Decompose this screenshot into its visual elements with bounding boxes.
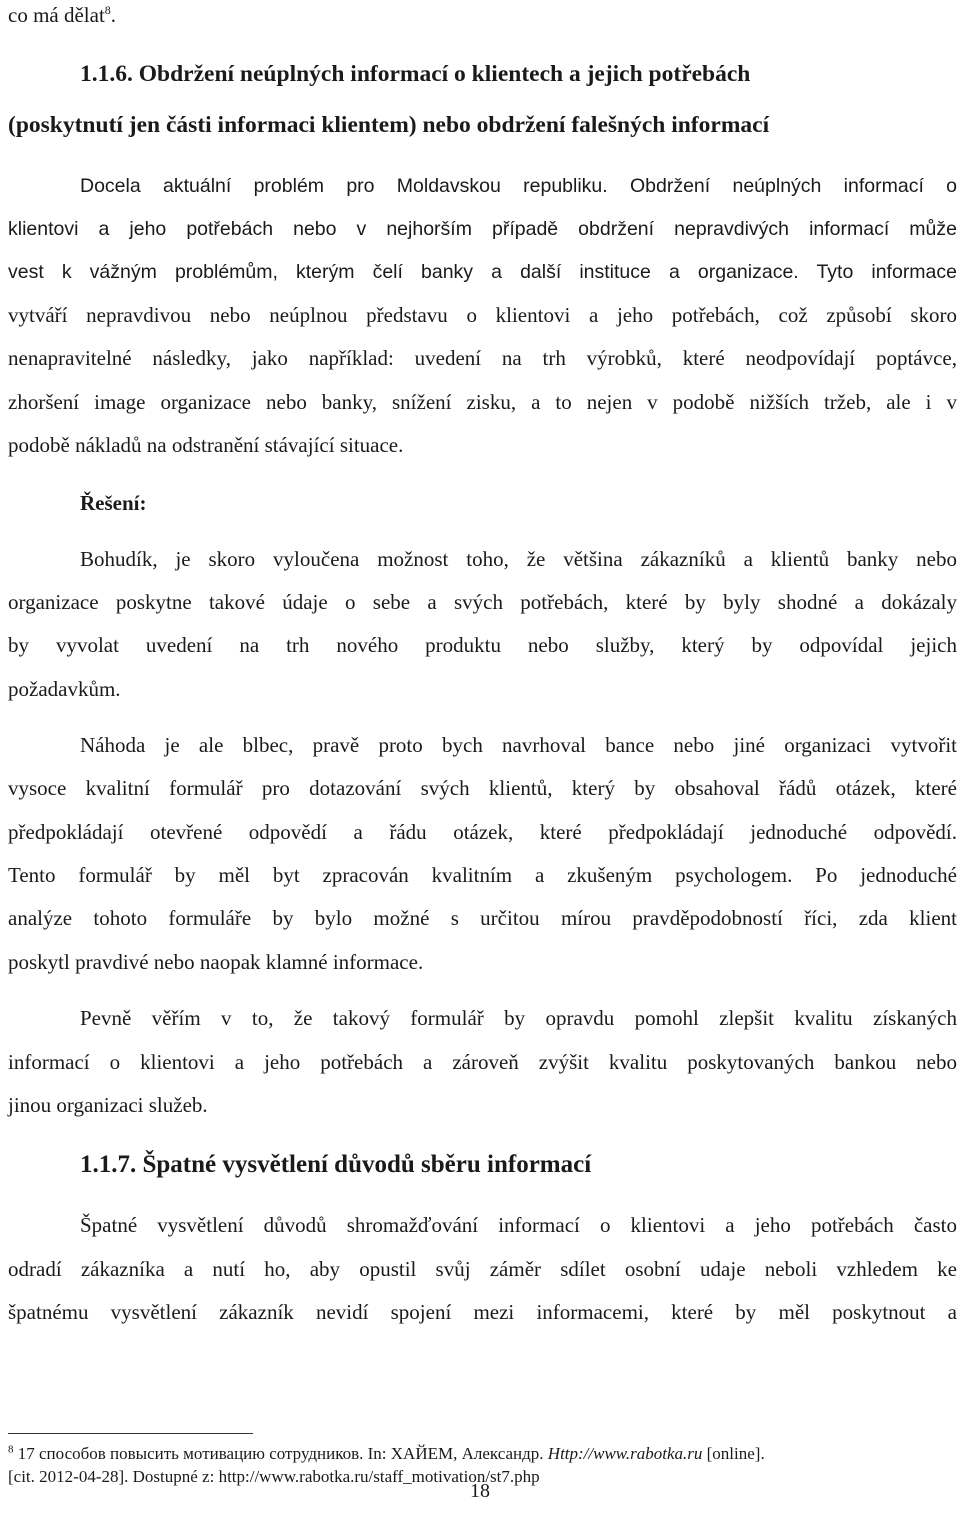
continuation-line: co má dělat$^8$.	[8, 3, 117, 27]
paragraph-line: Tento formulář by měl byt zpracován kvalitním a zkušeným psychologem. Po jednoduché	[8, 863, 957, 887]
paragraph-line: Bohudík, je skoro vyloučena možnost toho, že většina zákazníků a klientů banky nebo	[80, 547, 957, 571]
paragraph-line: předpokládají otevřené odpovědí a řádu otázek, které předpokládají jednoduché odpovědí.	[8, 820, 957, 844]
paragraph-line: podobě nákladů na odstranění stávající situace.	[8, 433, 404, 457]
paragraph-line: Špatné vysvětlení důvodů shromažďování informací o klientovi a jeho potřebách často	[80, 1213, 957, 1237]
paragraph-line: by vyvolat uvedení na trh nového produktu nebo služby, který by odpovídal jejich	[8, 633, 957, 657]
footnote-line: $^8$ 17 способов повысить мотивацию сотрудников. In: ХАЙЕМ, Александр. Http://www.rabotka.ru [online].	[8, 1443, 765, 1463]
page-number: 18	[470, 1480, 490, 1502]
section-heading-116-line2: (poskytnutí jen části informaci klientem) nebo obdržení falešných informací	[8, 112, 770, 138]
paragraph-line: zhoršení image organizace nebo banky, snížení zisku, a to nejen v podobě nižších tržeb, ale i v	[8, 390, 957, 414]
paragraph-line: organizace poskytne takové údaje o sebe a svých potřebách, které by byly shodné a dokázaly	[8, 590, 957, 614]
paragraph-line: vytváří nepravdivou nebo neúplnou představu o klientovi a jeho potřebách, což způsobí skoro	[8, 303, 957, 327]
paragraph-line: Náhoda je ale blbec, pravě proto bych navrhoval bance nebo jiné organizaci vytvořit	[80, 733, 957, 757]
footnote-line: [cit. 2012-04-28]. Dostupné z: http://www.rabotka.ru/staff_motivation/st7.php	[8, 1467, 540, 1486]
paragraph-line: Docela aktuální problém pro Moldavskou republiku. Obdržení neúplných informací o	[80, 175, 957, 197]
footnote-source-link[interactable]: Http://www.rabotka.ru	[547, 1444, 703, 1463]
paragraph-line: špatnému vysvětlení zákazník nevidí spojení mezi informacemi, které by měl poskytnout a	[8, 1300, 957, 1324]
paragraph-line: vysoce kvalitní formulář pro dotazování svých klientů, který by obsahoval řádů otázek, které	[8, 776, 957, 800]
paragraph-line: klientovi a jeho potřebách nebo v nejhorším případě obdržení nepravdivých informací může	[8, 218, 957, 240]
paragraph-line: informací o klientovi a jeho potřebách a zároveň zvýšit kvalitu poskytovaných bankou nebo	[8, 1050, 957, 1074]
paragraph-line: vest k vážným problémům, kterým čelí banky a další instituce a organizace. Tyto informace	[8, 261, 957, 283]
paragraph-line: poskytl pravdivé nebo naopak klamné informace.	[8, 950, 424, 974]
paragraph-line: analýze tohoto formuláře by bylo možné s určitou mírou pravděpodobností říci, zda klient	[8, 906, 957, 930]
paragraph-line: požadavkům.	[8, 677, 121, 701]
footnote-ref: 8	[104, 3, 111, 17]
paragraph-line: Pevně věřím v to, že takový formulář by opravdu pomohl zlepšit kvalitu získaných	[80, 1006, 957, 1030]
paragraph-line: odradí zákazníka a nutí ho, aby opustil svůj záměr sdílet osobní udaje neboli vzhledem ke	[8, 1257, 957, 1281]
solution-label: Řešení:	[80, 491, 147, 515]
paragraph-line: jinou organizaci služeb.	[8, 1093, 208, 1117]
footnote-mark: 8	[8, 1443, 14, 1456]
footnote-separator	[8, 1433, 253, 1434]
section-heading-117: 1.1.7. Špatné vysvětlení důvodů sběru informací	[80, 1151, 592, 1178]
section-heading-116-line1: 1.1.6. Obdržení neúplných informací o klientech a jejich potřebách	[80, 61, 751, 87]
paragraph-line: nenapravitelné následky, jako například: uvedení na trh výrobků, které neodpovídají poptávce,	[8, 346, 957, 370]
